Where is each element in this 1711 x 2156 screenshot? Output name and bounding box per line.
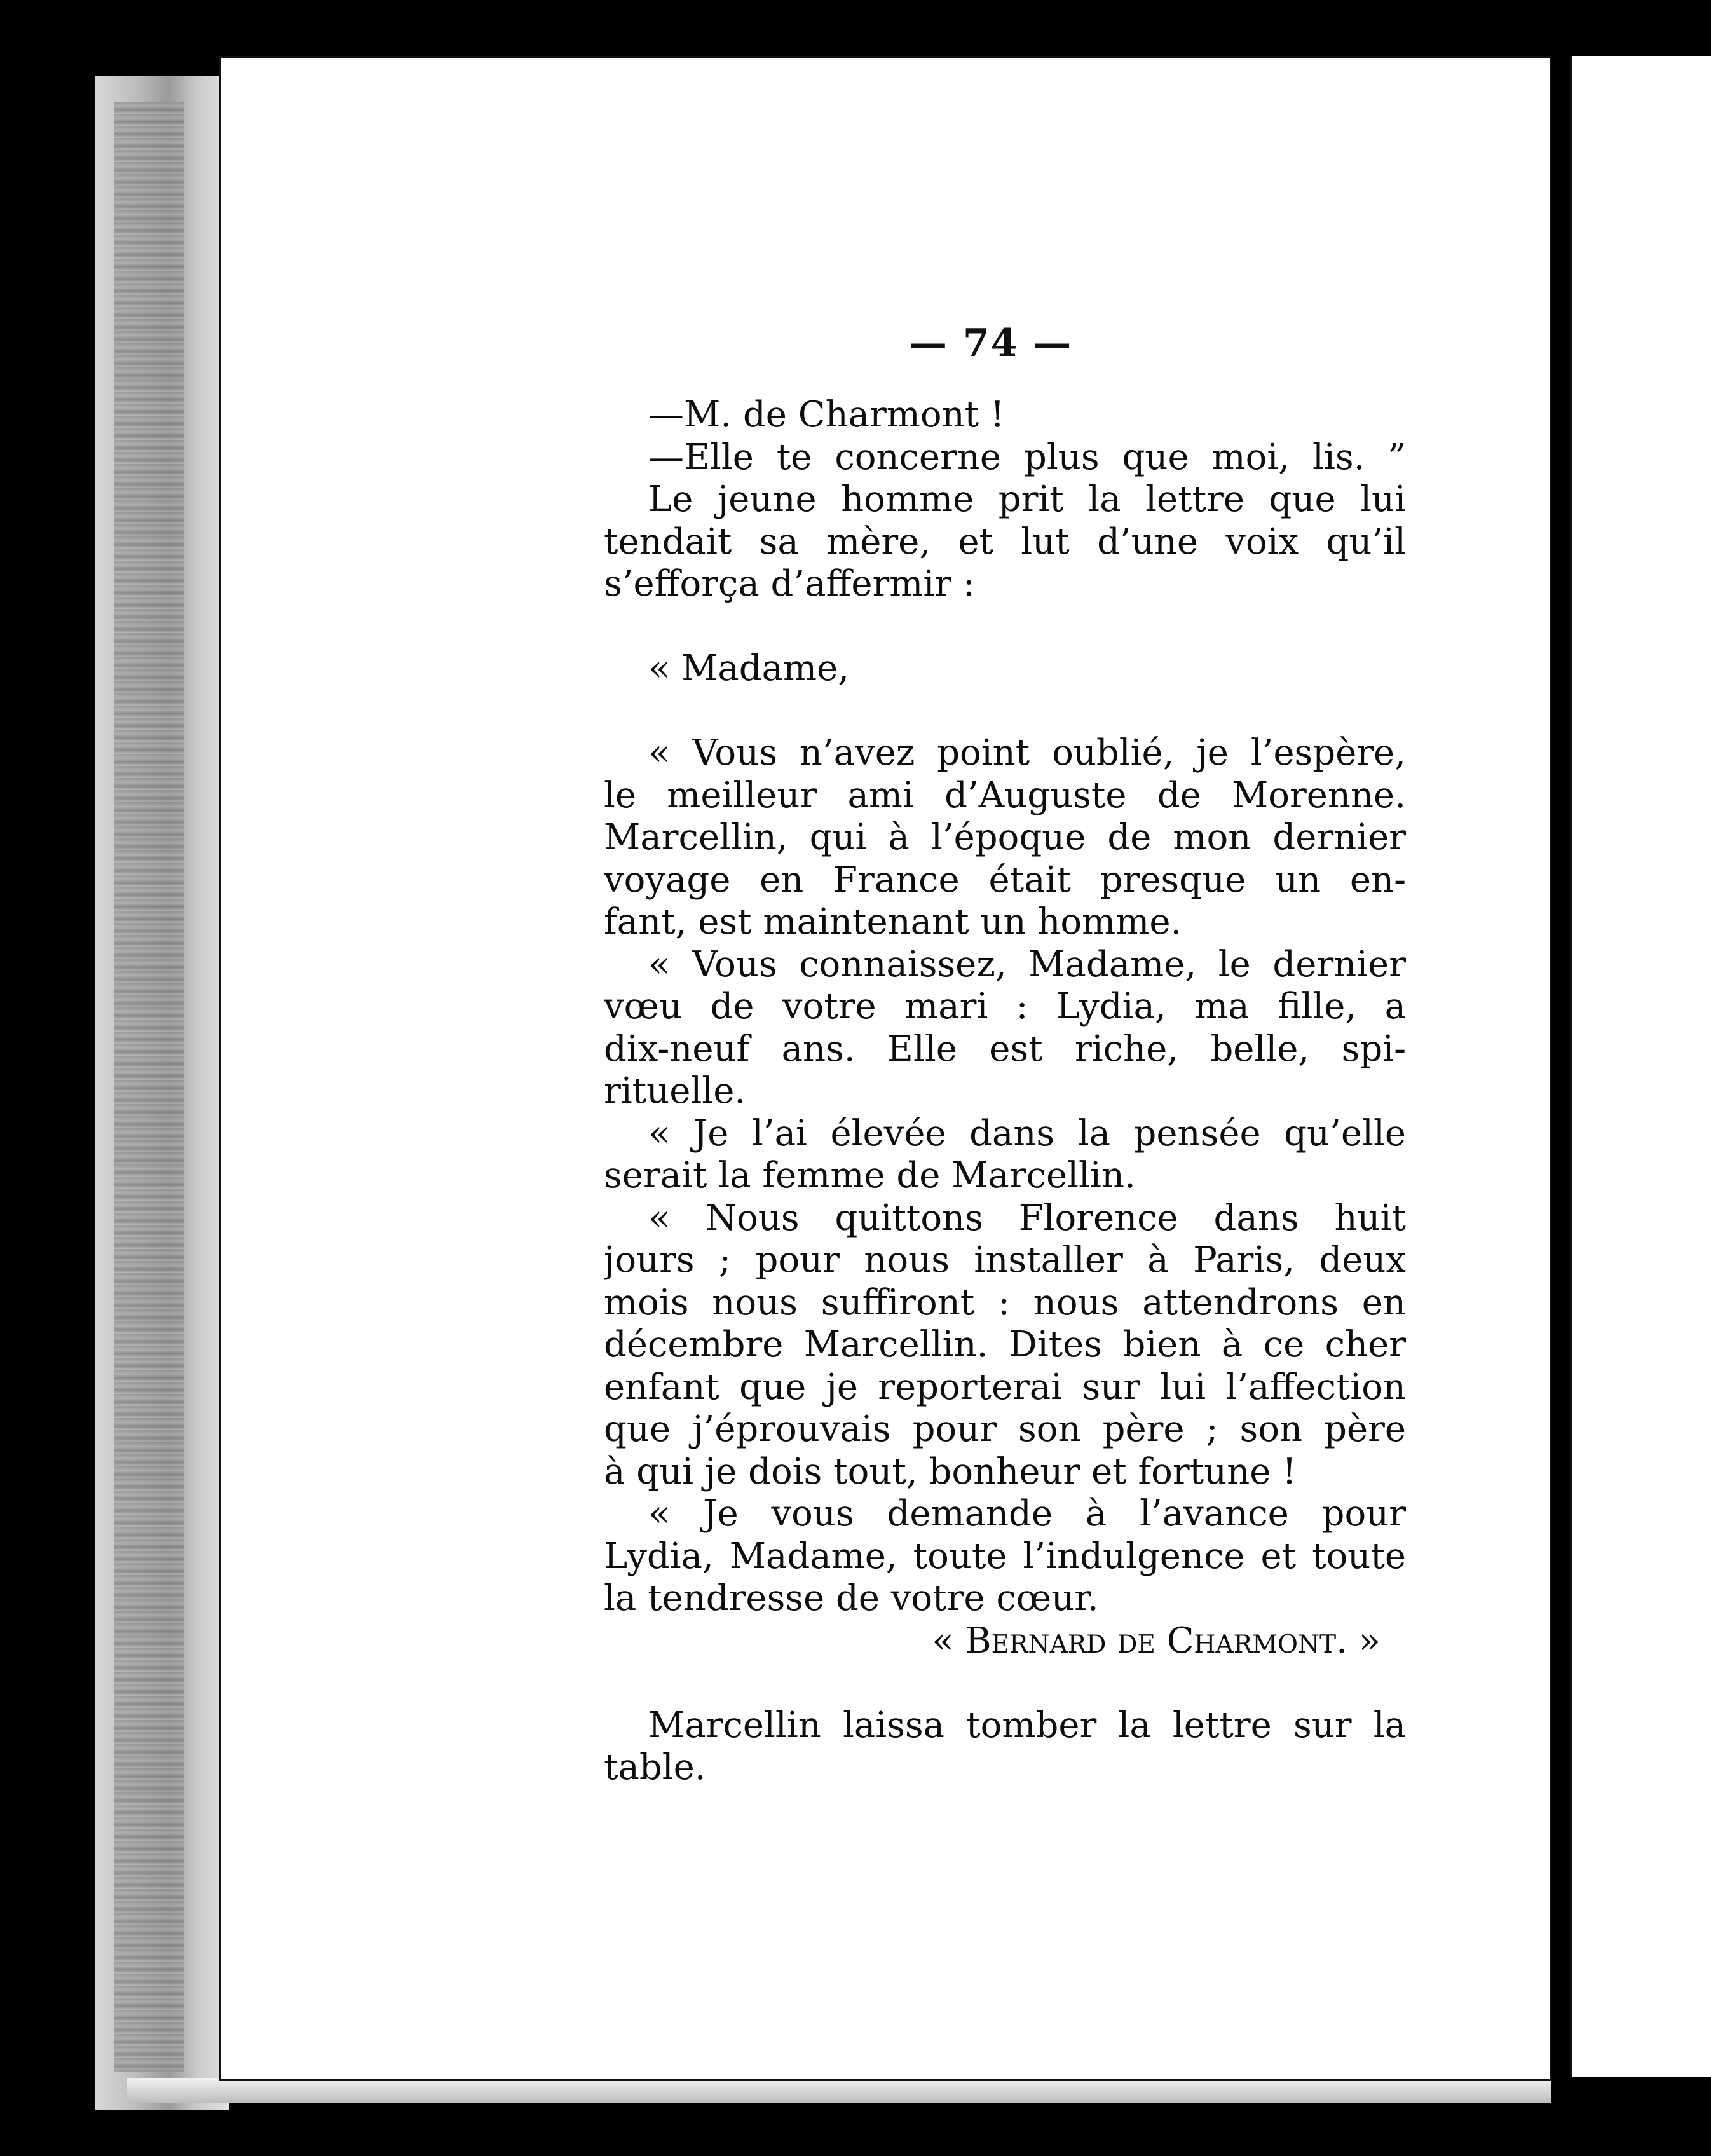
text-line: que j’éprouvais pour son père ; son père: [604, 1409, 1406, 1450]
letter-signature: « Bernard de Charmont. »: [932, 1620, 1380, 1661]
text-line: « Madame,: [648, 648, 850, 689]
text-line: rituelle.: [604, 1070, 746, 1112]
text-line: « Je vous demande à l’avance pour: [648, 1493, 1406, 1534]
text-line: décembre Marcellin. Dites bien à ce cher: [604, 1324, 1406, 1365]
text-line: fant, est maintenant un homme.: [604, 901, 1182, 943]
facing-page-edge: [1570, 56, 1711, 2077]
text-line: dix-neuf ans. Elle est riche, belle, spi-: [604, 1028, 1406, 1070]
paragraph-gap: [604, 606, 1406, 648]
text-line: mois nous suffiront : nous attendrons en: [604, 1281, 1406, 1323]
text-line: s’efforça d’affermir :: [604, 563, 975, 604]
text-line: « Je l’ai élevée dans la pensée qu’elle: [648, 1112, 1406, 1154]
page-number: — 74 —: [909, 321, 1073, 365]
text-line: « Nous quittons Florence dans huit: [648, 1197, 1406, 1239]
text-line: à qui je dois tout, bonheur et fortune !: [604, 1450, 1297, 1492]
text-line: « Vous n’avez point oublié, je l’espère,: [648, 732, 1406, 774]
paragraph-gap: [604, 690, 1406, 733]
text-line: « Vous connaissez, Madame, le dernier: [648, 943, 1406, 985]
text-line: —M. de Charmont !: [648, 394, 1005, 435]
text-line: vœu de votre mari : Lydia, ma fille, a: [604, 986, 1406, 1027]
page-body-text: [604, 394, 1406, 1789]
text-line: tendait sa mère, et lut d’une voix qu’il: [604, 521, 1406, 563]
binding-edge: [114, 102, 184, 2072]
text-line: —Elle te concerne plus que moi, lis. ”: [648, 436, 1406, 478]
text-line: jours ; pour nous installer à Paris, deux: [604, 1239, 1406, 1281]
page-bottom-edge: [127, 2078, 1551, 2103]
text-line: le meilleur ami d’Auguste de Morenne.: [604, 774, 1406, 816]
text-line: Marcellin laissa tomber la lettre sur la: [648, 1704, 1406, 1746]
text-line: voyage en France était presque un en-: [604, 859, 1406, 901]
paragraph-gap: [604, 1662, 1406, 1705]
text-line: Le jeune homme prit la lettre que lui: [648, 479, 1406, 520]
text-line: Lydia, Madame, toute l’indulgence et toute: [604, 1535, 1406, 1577]
text-line: la tendresse de votre cœur.: [604, 1578, 1099, 1619]
text-line: serait la femme de Marcellin.: [604, 1155, 1136, 1196]
text-line: Marcellin, qui à l’époque de mon dernier: [604, 817, 1406, 858]
text-line: table.: [604, 1747, 706, 1788]
text-line: enfant que je reporterai sur lui l’affection: [604, 1366, 1406, 1408]
